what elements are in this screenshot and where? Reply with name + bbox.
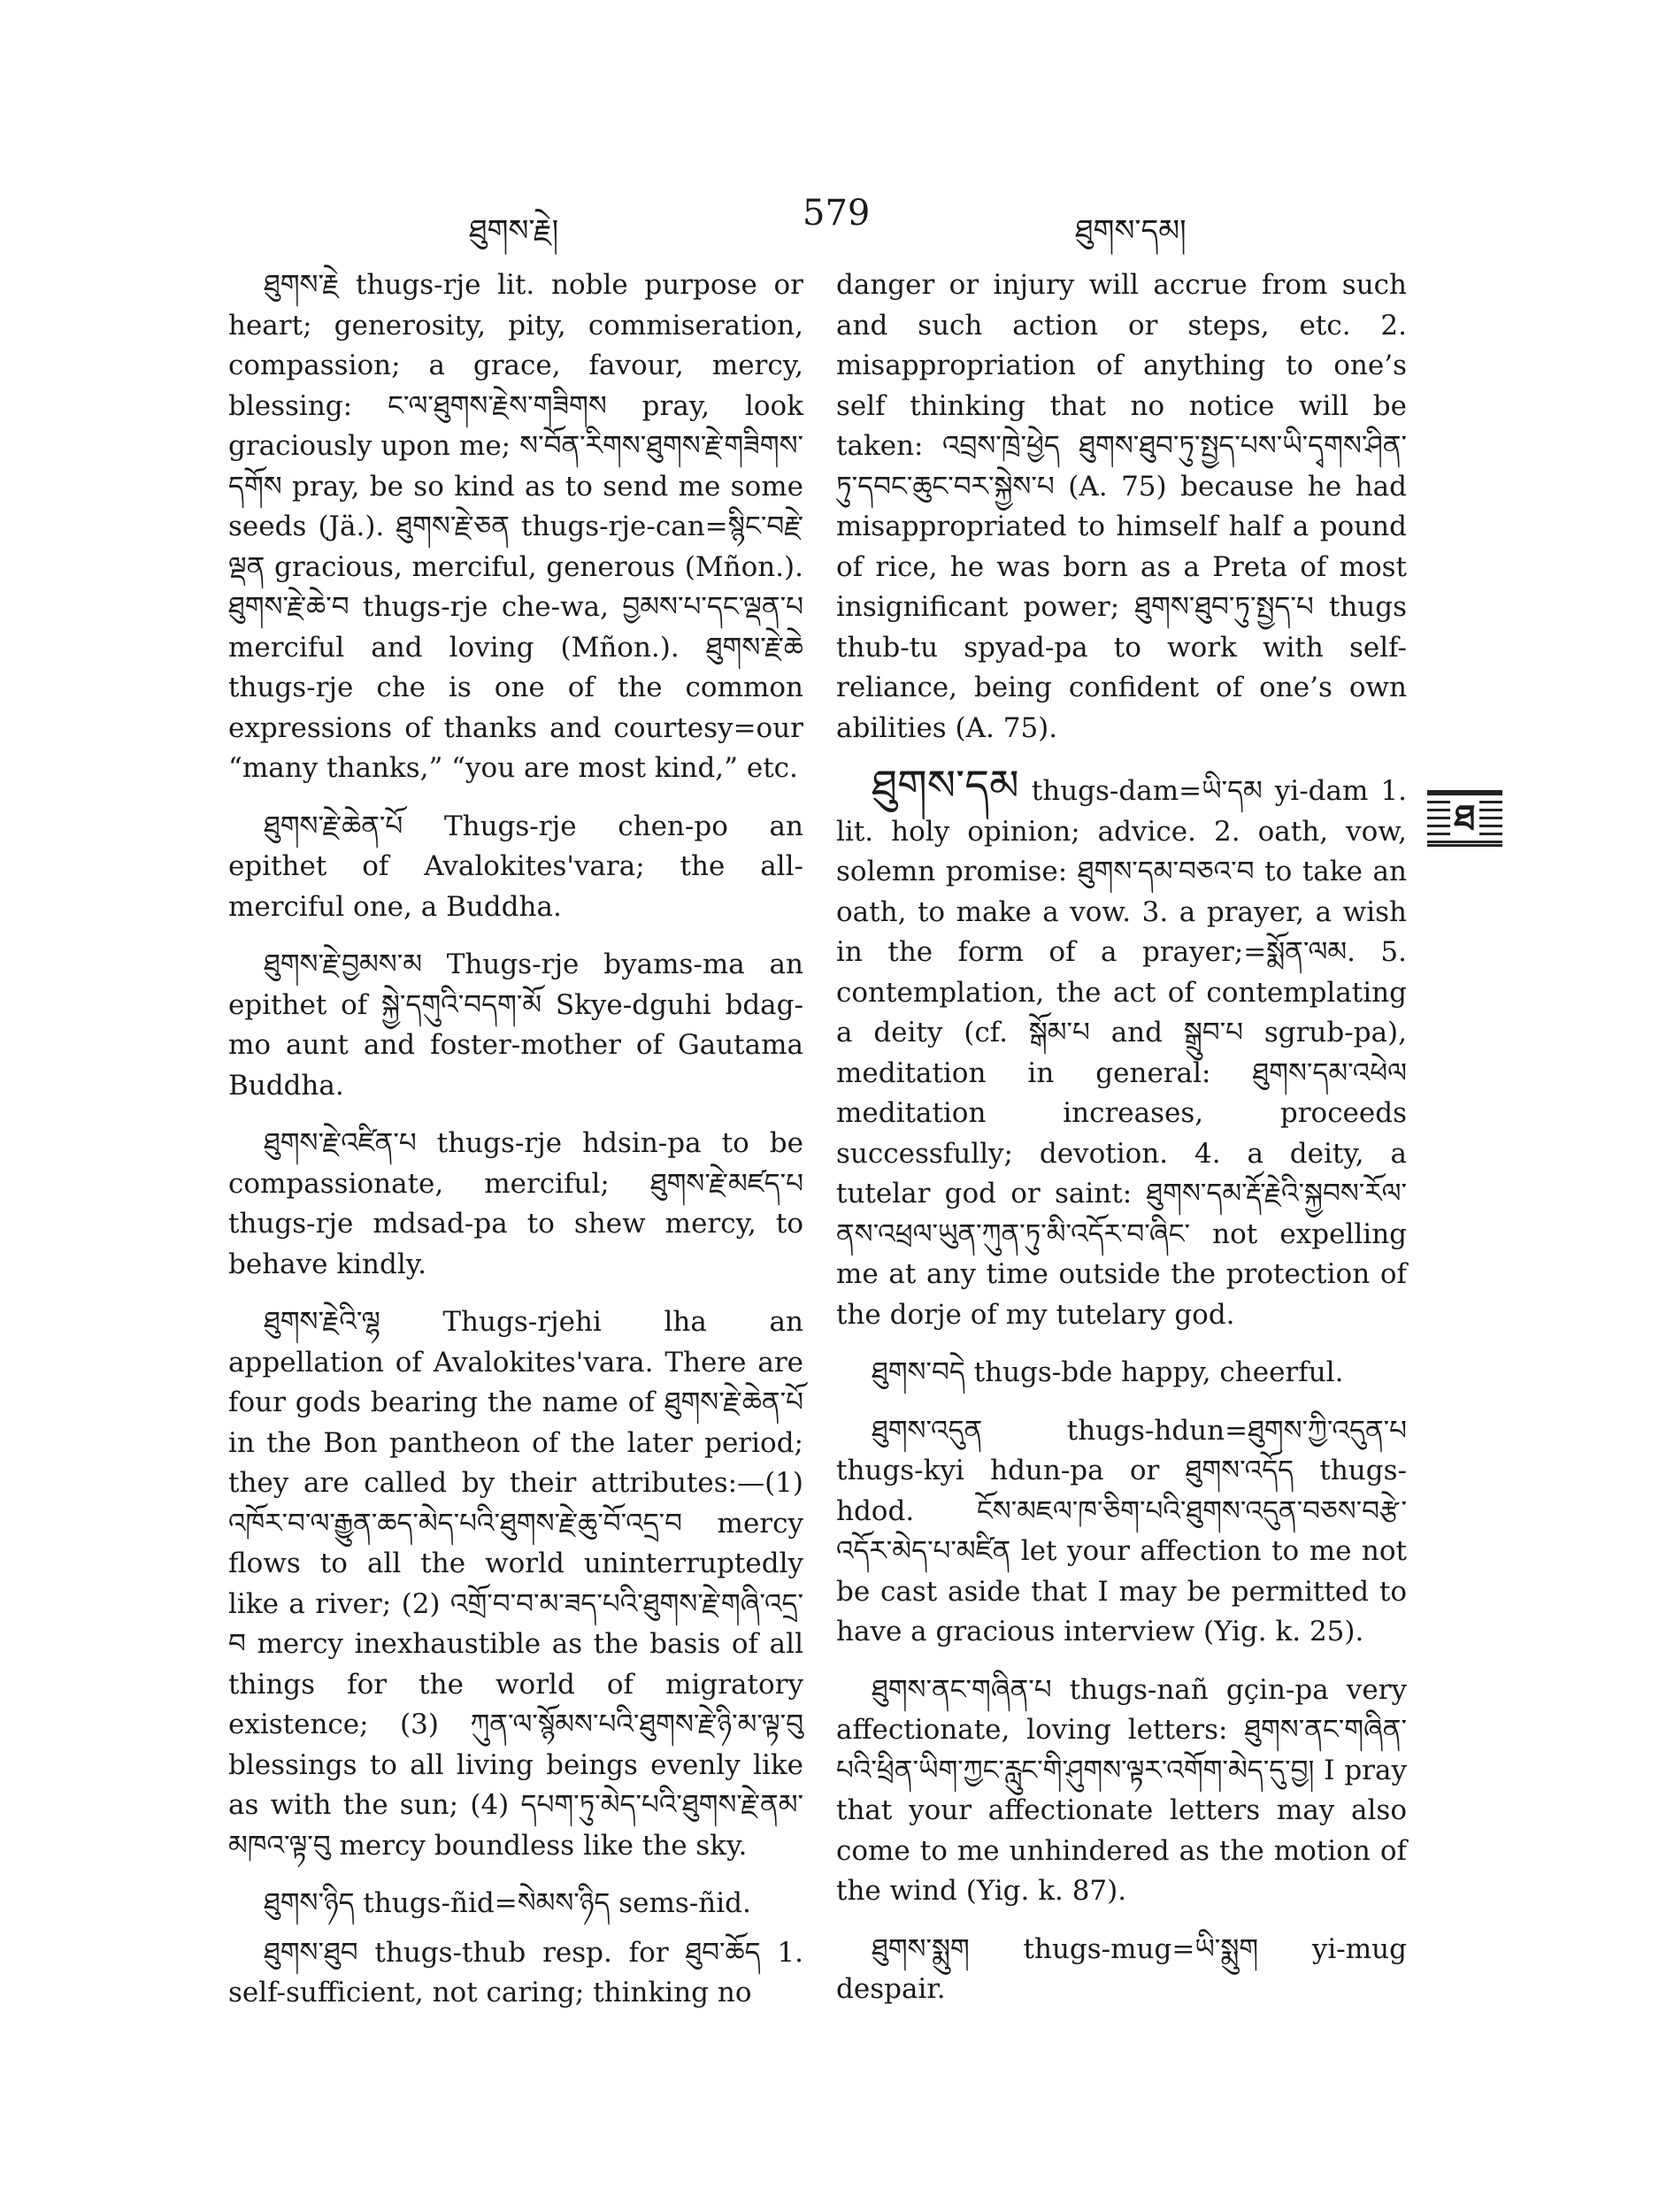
entry-text: danger or injury will accrue from such and such action or steps, etc. 2. misappropriation of anything to one’s self thinking that no notice will be taken: འབྲས་ཁྲེ་ཕྱེད ཐུགས་ཐུབ་ཏུ་སྤྱད་པས་ཡི་དྭགས་ཤིན་ཏུ་དབང་ཆུང་བར་སྐྱེས་པ (A. 75) because he had misappropriated to himself half a pound of rice, he was born as a Preta of most insignificant power; ཐུགས་ཐུབ་ཏུ་སྤྱད་པ thugs thub-tu spyad-pa to work with self-reliance, being confident of one’s own abilities (A. 75). bbox=[836, 269, 1407, 744]
entry-text: thugs-bde happy, cheerful. bbox=[964, 1356, 1344, 1388]
thumb-index-tab bbox=[1427, 790, 1502, 847]
dictionary-entry bbox=[228, 1124, 803, 1285]
dictionary-entry bbox=[836, 1411, 1407, 1653]
entry-headword: ཐུགས་སྨུག bbox=[872, 1932, 970, 1965]
entry-headword: ཐུགས་རྗེ bbox=[264, 269, 340, 301]
entry-headword: ཐུགས་འདུན bbox=[872, 1414, 983, 1447]
dictionary-entry bbox=[228, 1302, 803, 1866]
entry-headword-main: ཐུགས་དམ bbox=[872, 761, 1019, 810]
entry-text: thugs-hdun=ཐུགས་ཀྱི་འདུན་པ thugs-kyi hdun-pa or ཐུགས་འདོད thugs-hdod. ངོས་མཇལ་ཁ་ཅིག་པའི་ཐུགས་འདུན་བཅས་བརྩེ་འདོར་མེད་པ་མཛིན let your affection to me not be cast aside that I may be permitted to have a gracious interview (Yig. k. 25). bbox=[836, 1414, 1407, 1647]
entry-headword: ཐུགས་བདེ bbox=[872, 1356, 965, 1388]
right-column bbox=[836, 265, 1407, 2028]
left-column bbox=[228, 265, 803, 2032]
header-right-guide-word: ཐུགས་དམ། bbox=[1075, 213, 1187, 249]
entry-text: thugs-nañ gçin-pa very affectionate, loving letters: ཐུགས་ནང་གཞིན་པའི་ཕྲིན་ཡིག་ཀྱང་རླུང་གི་ཤུགས་ལྟར་འགོག་མེད་དུ་བྱ། I pray that your affectionate letters may also come to me unhindered as the motion of the wind (Yig. k. 87). bbox=[836, 1673, 1407, 1907]
entry-text: thugs-rje lit. noble purpose or heart; generosity, pity, commiseration, compassion; a grace, favour, mercy, blessing: ང་ལ་ཐུགས་རྗེས་གཟིགས pray, look graciously upon me; ས་བོན་རིགས་ཐུགས་རྗེ་གཟིགས་དགོས pray, be so kind as to send me some seeds (Jä.). ཐུགས་རྗེ་ཅན thugs-rje-can=སྙིང་བརྗེ་ལྡན gracious, merciful, generous (Mñon.). ཐུགས་རྗེ་ཆེ་བ thugs-rje che-wa, བྱམས་པ་དང་ལྡན་པ merciful and loving (Mñon.). ཐུགས་རྗེ་ཆེ thugs-rje che is one of the common expressions of thanks and courtesy=our “many thanks,” “you are most kind,” etc. bbox=[228, 269, 803, 784]
dictionary-entry bbox=[228, 807, 803, 928]
entry-headword: ཐུགས་ཉིད bbox=[264, 1887, 355, 1919]
entry-text: Thugs-rjehi lha an appellation of Avalokites'vara. There are four gods bearing the name of ཐུགས་རྗེ་ཆེན་པོ in the Bon pantheon of the later period; they are called by their attributes:—(1) འཁོར་བ་ལ་རྒྱུན་ཆད་མེད་པའི་ཐུགས་རྗེ་ཆུ་བོ་འདྲ་བ mercy flows to all the world uninterruptedly like a river; (2) འགྲོ་བ་བ་མ་ཟད་པའི་ཐུགས་རྗེ་གཞི་འདྲ་བ mercy inexhaustible as the basis of all things for the world of migratory existence; (3) ཀུན་ལ་སྙོམས་པའི་ཐུགས་རྗེ་ཉི་མ་ལྟ་བུ blessings to all living beings evenly like as with the sun; (4) དཔག་ཏུ་མེད་པའི་ཐུགས་རྗེ་ནམ་མཁའ་ལྟ་བུ mercy boundless like the sky. bbox=[228, 1306, 803, 1862]
dictionary-entry bbox=[836, 761, 1407, 1335]
thumb-index-letter: ཐ bbox=[1450, 799, 1479, 838]
dictionary-entry bbox=[836, 1671, 1407, 1912]
header-left-guide-word: ཐུགས་རྗེ། bbox=[469, 213, 559, 249]
entry-text: Thugs-rje byams-ma an epithet of སྐྱེ་དགུའི་བདག་མོ Skye-dguhi bdag-mo aunt and foster-mother of Gautama Buddha. bbox=[228, 949, 803, 1102]
dictionary-entry bbox=[228, 1884, 803, 1924]
entry-headword: ཐུགས་རྗེའི་ལྷ bbox=[264, 1306, 380, 1338]
entry-text: Thugs-rje chen-po an epithet of Avalokites'vara; the all-merciful one, a Buddha. bbox=[228, 810, 803, 923]
entry-text: thugs-rje hdsin-pa to be compassionate, merciful; ཐུགས་རྗེ་མཛད་པ thugs-rje mdsad-pa to shew mercy, to behave kindly. bbox=[228, 1127, 803, 1280]
entry-text: thugs-thub resp. for ཐུབ་ཆོད 1. self-sufficient, not caring; thinking no bbox=[228, 1936, 803, 2008]
entry-text: thugs-mug=ཡི་སྨུག yi-mug despair. bbox=[836, 1932, 1407, 2005]
dictionary-entry bbox=[228, 945, 803, 1106]
entry-text: thugs-ñid=སེམས་ཉིད sems-ñid. bbox=[354, 1887, 751, 1919]
dictionary-entry bbox=[836, 1353, 1407, 1394]
dictionary-entry bbox=[836, 1930, 1407, 2010]
entry-headword: ཐུགས་ཐུབ bbox=[264, 1936, 358, 1969]
entry-headword: ཐུགས་རྗེ་འཛིན་པ bbox=[264, 1127, 417, 1159]
running-header bbox=[0, 186, 1659, 249]
dictionary-entry bbox=[228, 265, 803, 789]
entry-text: thugs-dam=ཡི་དམ yi-dam 1. lit. holy opinion; advice. 2. oath, vow, solemn promise: ཐུགས་དམ་བཅའ་བ to take an oath, to make a vow. 3. a prayer, a wish in the form of a prayer;=སྨོན་ལམ. 5. contemplation, the act of contemplating a deity (cf. སྒོམ་པ and སྒྲུབ་པ sgrub-pa), meditation in general: ཐུགས་དམ་འཕེལ meditation increases, proceeds successfully; devotion. 4. a deity, a tutelar god or saint: ཐུགས་དམ་རྡོ་རྗེའི་སྐྱབས་རོལ་ནས་འཕྲལ་ཡུན་ཀུན་ཏུ་མི་འདོར་བ་ཞིང་ not expelling me at any time outside the protection of the dorje of my tutelary god. bbox=[836, 775, 1407, 1331]
dictionary-entry bbox=[228, 1933, 803, 2014]
entry-headword: ཐུགས་རྗེ་བྱམས་མ bbox=[264, 949, 422, 980]
entry-headword: ཐུགས་རྗེ་ཆེན་པོ bbox=[264, 810, 403, 842]
page-number: 579 bbox=[803, 193, 871, 234]
entry-headword: ཐུགས་ནང་གཞིན་པ bbox=[872, 1673, 1052, 1706]
dictionary-entry-continued bbox=[836, 265, 1407, 749]
